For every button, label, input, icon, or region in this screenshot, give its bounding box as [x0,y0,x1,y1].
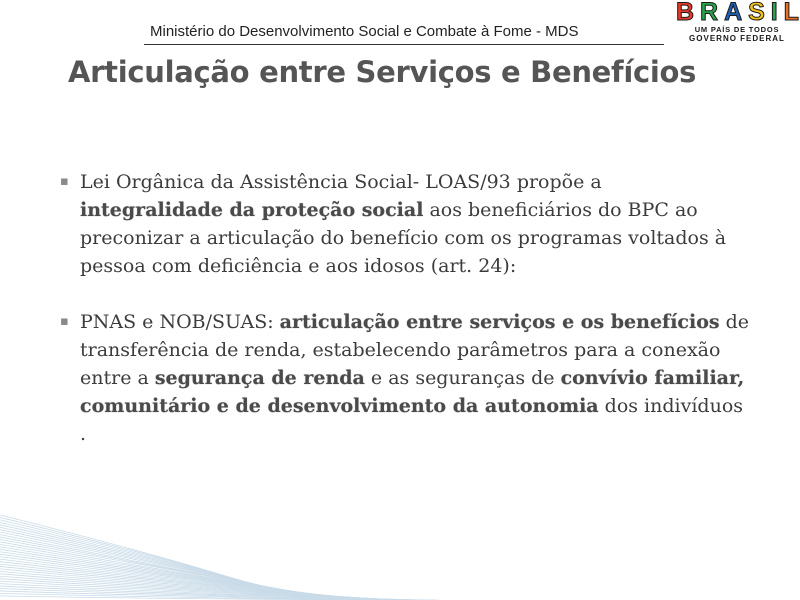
bullet-text: PNAS e NOB/SUAS: [80,311,280,333]
ministry-name: Ministério do Desenvolvimento Social e Combate à Fome - MDS [150,23,579,40]
header [0,0,800,48]
logo-subtitle: GOVERNO FEDERAL [689,34,785,43]
header-divider [144,44,664,45]
logo-letter: L [783,0,798,26]
slide-title: Articulação entre Serviços e Benefícios [68,55,697,89]
emphasized-text: integralidade da proteção social [80,199,424,221]
bullet-marker: ▪ [60,314,69,329]
bullet-marker: ▪ [60,174,69,189]
emphasized-text: convívio familiar, comunitário e de desenvolvimento da autonomia [80,367,745,417]
logo-tagline: UM PAÍS DE TODOS [694,25,780,34]
logo-letter: B [676,0,694,26]
logo-letter: A [724,0,742,26]
emphasized-text: articulação entre serviços e os benefícios [279,311,720,333]
logo-letter: R [700,0,718,26]
emphasized-text: segurança de renda [154,367,365,389]
bullet-text: de transferência de renda, estabelecendo parâmetros para a conexão entre a [80,311,750,389]
logo-letter: S [748,0,764,26]
bullet-item [60,308,750,448]
brasil-logo [676,0,798,46]
corner-decoration [0,505,500,600]
logo-letter: I [770,0,777,26]
bullet-text: e as seguranças de [364,367,561,389]
bullet-text: aos beneficiários do BPC ao preconizar a articulação do benefício com os programas voltados à pessoa com deficiência e aos idosos (art. 24): [80,199,727,277]
bullet-text: Lei Orgânica da Assistência Social- LOAS/93 propõe a [80,171,602,193]
bullet-text: dos indivíduos . [80,395,744,445]
bullet-list [60,168,750,476]
logo-letters [676,0,798,24]
bullet-item [60,168,750,280]
